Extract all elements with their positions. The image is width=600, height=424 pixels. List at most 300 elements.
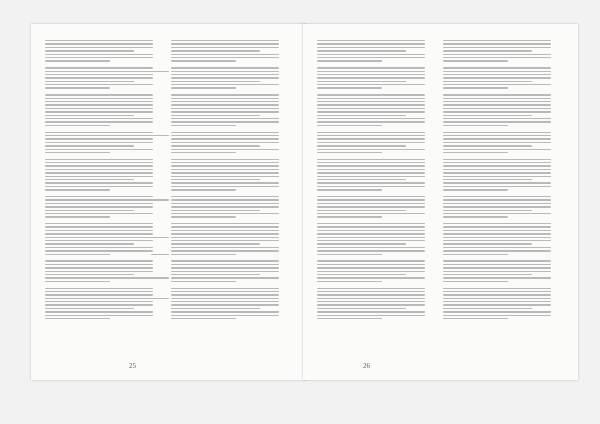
amount-line: [151, 128, 169, 129]
text-line: [443, 67, 551, 68]
amount-line: [151, 230, 169, 231]
text-line: [171, 264, 279, 265]
text-line: [171, 149, 279, 150]
text-line: [171, 87, 236, 88]
text-line: [171, 145, 260, 146]
amount-line: [151, 98, 169, 99]
text-line: [443, 74, 551, 75]
text-line: [317, 203, 425, 204]
text-line: [443, 311, 551, 312]
text-line: [443, 47, 551, 48]
text-line: [443, 159, 551, 160]
text-line: [171, 277, 279, 278]
text-line: [317, 74, 425, 75]
amount-line: [151, 318, 169, 319]
text-line: [45, 199, 153, 200]
amount-line: [151, 149, 169, 150]
text-line: [171, 199, 279, 200]
text-line: [317, 291, 425, 292]
text-line: [443, 237, 551, 238]
text-line: [171, 159, 279, 160]
text-line: [171, 118, 279, 119]
amount-line: [151, 115, 169, 116]
text-line: [317, 196, 425, 197]
text-line: [45, 196, 153, 197]
text-line: [171, 260, 279, 261]
text-line: [171, 291, 279, 292]
text-line: [443, 111, 551, 112]
text-line: [45, 237, 153, 238]
text-line: [443, 294, 551, 295]
text-line: [317, 277, 425, 278]
text-line: [45, 294, 153, 295]
text-line: [317, 226, 425, 227]
amount-line: [151, 220, 169, 221]
text-line: [45, 220, 153, 221]
text-line: [443, 54, 551, 55]
text-line: [317, 165, 425, 166]
amount-line: [151, 101, 169, 102]
text-line: [45, 172, 153, 173]
text-line: [171, 220, 279, 221]
text-line: [443, 291, 551, 292]
text-line: [443, 145, 532, 146]
text-line: [317, 142, 425, 143]
text-line: [443, 77, 551, 78]
text-line: [45, 267, 153, 268]
text-line: [443, 91, 551, 92]
text-line: [171, 284, 279, 285]
left-page-column-1: [45, 40, 153, 325]
text-line: [443, 125, 508, 126]
text-line: [45, 311, 153, 312]
text-line: [317, 315, 425, 316]
text-line: [317, 138, 425, 139]
amount-line: [151, 203, 169, 204]
text-line: [443, 98, 551, 99]
text-line: [317, 176, 425, 177]
text-line: [443, 138, 551, 139]
text-line: [443, 152, 508, 153]
amount-line: [151, 277, 169, 278]
amount-line: [151, 145, 169, 146]
text-line: [443, 40, 551, 41]
text-line: [317, 115, 406, 116]
text-line: [443, 108, 551, 109]
text-line: [317, 294, 425, 295]
text-line: [317, 111, 425, 112]
text-line: [45, 315, 153, 316]
text-line: [45, 233, 153, 234]
text-line: [171, 254, 236, 255]
text-line: [45, 223, 153, 224]
text-line: [443, 87, 508, 88]
text-line: [317, 135, 425, 136]
text-line: [317, 304, 425, 305]
text-line: [317, 240, 425, 241]
text-line: [317, 118, 425, 119]
text-line: [45, 57, 153, 58]
text-line: [443, 216, 508, 217]
amount-line: [151, 81, 169, 82]
text-line: [171, 152, 236, 153]
text-line: [317, 132, 425, 133]
text-line: [171, 203, 279, 204]
text-line: [443, 247, 551, 248]
text-line: [171, 108, 279, 109]
text-line: [171, 128, 279, 129]
text-line: [317, 91, 425, 92]
text-line: [317, 223, 425, 224]
text-line: [443, 189, 508, 190]
text-line: [443, 162, 551, 163]
amount-line: [151, 243, 169, 244]
text-line: [171, 47, 279, 48]
amount-line: [151, 57, 169, 58]
text-line: [45, 304, 153, 305]
text-line: [45, 43, 153, 44]
text-line: [443, 308, 532, 309]
text-line: [45, 98, 153, 99]
amount-line: [151, 186, 169, 187]
text-line: [45, 264, 153, 265]
amount-line: [151, 311, 169, 312]
text-line: [45, 189, 110, 190]
text-line: [171, 267, 279, 268]
text-line: [317, 101, 425, 102]
text-line: [443, 321, 551, 322]
amount-line: [151, 50, 169, 51]
text-line: [443, 284, 551, 285]
amount-line: [151, 162, 169, 163]
text-line: [317, 98, 425, 99]
text-line: [45, 281, 110, 282]
text-line: [443, 304, 551, 305]
text-line: [443, 301, 551, 302]
text-line: [45, 298, 153, 299]
amount-line: [151, 240, 169, 241]
text-line: [171, 223, 279, 224]
text-line: [443, 64, 551, 65]
text-line: [45, 118, 153, 119]
amount-line: [151, 206, 169, 207]
text-line: [443, 176, 551, 177]
text-line: [45, 125, 110, 126]
text-line: [45, 213, 153, 214]
text-line: [171, 162, 279, 163]
text-line: [171, 318, 236, 319]
text-line: [45, 250, 153, 251]
text-line: [45, 277, 153, 278]
text-line: [45, 179, 134, 180]
text-line: [317, 281, 382, 282]
text-line: [45, 104, 153, 105]
right-page: [303, 24, 578, 380]
text-line: [443, 199, 551, 200]
text-line: [317, 284, 425, 285]
text-line: [443, 84, 551, 85]
text-line: [171, 172, 279, 173]
text-line: [171, 43, 279, 44]
text-line: [443, 203, 551, 204]
amount-line: [151, 250, 169, 251]
text-line: [45, 186, 153, 187]
text-line: [45, 271, 153, 272]
text-line: [171, 213, 279, 214]
text-line: [45, 91, 153, 92]
text-line: [45, 77, 153, 78]
text-line: [443, 71, 551, 72]
text-line: [45, 182, 153, 183]
text-line: [171, 247, 279, 248]
text-line: [317, 81, 406, 82]
amount-line: [151, 301, 169, 302]
text-line: [317, 311, 425, 312]
text-line: [171, 64, 279, 65]
amount-line: [151, 308, 169, 309]
amount-line: [151, 288, 169, 289]
amount-line: [151, 54, 169, 55]
text-line: [171, 304, 279, 305]
text-line: [171, 74, 279, 75]
amount-line: [151, 247, 169, 248]
text-line: [443, 57, 551, 58]
amount-line: [151, 182, 169, 183]
text-line: [317, 104, 425, 105]
text-line: [171, 237, 279, 238]
text-line: [443, 281, 508, 282]
text-line: [317, 155, 425, 156]
text-line: [443, 243, 532, 244]
amount-line: [151, 199, 169, 200]
text-line: [45, 308, 134, 309]
text-line: [45, 155, 153, 156]
text-line: [443, 81, 532, 82]
text-line: [317, 250, 425, 251]
text-line: [45, 291, 153, 292]
text-line: [45, 318, 110, 319]
text-line: [171, 57, 279, 58]
text-line: [317, 169, 425, 170]
text-line: [171, 40, 279, 41]
text-line: [45, 54, 153, 55]
text-line: [171, 135, 279, 136]
text-line: [45, 257, 153, 258]
text-line: [317, 216, 382, 217]
text-line: [171, 104, 279, 105]
right-page-number: 26: [363, 362, 370, 370]
text-line: [171, 216, 236, 217]
text-line: [171, 138, 279, 139]
text-line: [45, 145, 134, 146]
amount-line: [151, 298, 169, 299]
text-line: [171, 315, 279, 316]
amount-line: [151, 294, 169, 295]
text-line: [317, 260, 425, 261]
amount-line: [151, 132, 169, 133]
amount-line: [151, 121, 169, 122]
text-line: [317, 271, 425, 272]
text-line: [317, 247, 425, 248]
right-page-column-1: [317, 40, 425, 325]
left-page-column-2: [171, 40, 279, 325]
amount-line: [151, 254, 169, 255]
text-line: [45, 121, 153, 122]
amount-line: [151, 321, 169, 322]
text-line: [45, 111, 153, 112]
text-line: [171, 321, 279, 322]
text-line: [317, 87, 382, 88]
amount-line: [151, 226, 169, 227]
text-line: [171, 210, 260, 211]
amount-line: [151, 74, 169, 75]
text-line: [171, 193, 279, 194]
text-line: [317, 193, 425, 194]
text-line: [171, 50, 260, 51]
text-line: [317, 77, 425, 78]
text-line: [317, 125, 382, 126]
text-line: [45, 74, 153, 75]
text-line: [45, 50, 134, 51]
text-line: [45, 128, 153, 129]
text-line: [317, 162, 425, 163]
text-line: [317, 50, 406, 51]
text-line: [45, 135, 153, 136]
text-line: [45, 142, 153, 143]
text-line: [45, 132, 153, 133]
text-line: [171, 132, 279, 133]
text-line: [443, 149, 551, 150]
amount-line: [151, 104, 169, 105]
amount-line: [151, 118, 169, 119]
text-line: [171, 67, 279, 68]
text-line: [171, 121, 279, 122]
text-line: [443, 193, 551, 194]
text-line: [317, 199, 425, 200]
text-line: [317, 54, 425, 55]
amount-line: [151, 87, 169, 88]
text-line: [45, 40, 153, 41]
text-line: [45, 247, 153, 248]
amount-line: [151, 77, 169, 78]
amount-line: [151, 267, 169, 268]
amount-line: [151, 281, 169, 282]
text-line: [171, 243, 260, 244]
left-page-amount-column: [151, 40, 169, 325]
text-line: [171, 71, 279, 72]
text-line: [45, 162, 153, 163]
amount-line: [151, 47, 169, 48]
text-line: [317, 84, 425, 85]
amount-line: [151, 257, 169, 258]
text-line: [45, 193, 153, 194]
text-line: [317, 274, 406, 275]
text-line: [45, 138, 153, 139]
text-line: [443, 182, 551, 183]
text-line: [317, 321, 425, 322]
text-line: [443, 60, 508, 61]
text-line: [171, 111, 279, 112]
text-line: [317, 237, 425, 238]
amount-line: [151, 176, 169, 177]
text-line: [45, 115, 134, 116]
amount-line: [151, 213, 169, 214]
text-line: [443, 186, 551, 187]
amount-line: [151, 152, 169, 153]
text-line: [317, 108, 425, 109]
amount-line: [151, 291, 169, 292]
text-line: [171, 169, 279, 170]
text-line: [443, 277, 551, 278]
text-line: [317, 189, 382, 190]
amount-line: [151, 196, 169, 197]
text-line: [443, 142, 551, 143]
text-line: [317, 43, 425, 44]
text-line: [317, 186, 425, 187]
text-line: [443, 226, 551, 227]
text-line: [317, 172, 425, 173]
text-line: [45, 64, 153, 65]
text-line: [317, 230, 425, 231]
amount-line: [151, 237, 169, 238]
text-line: [317, 254, 382, 255]
text-line: [317, 179, 406, 180]
amount-line: [151, 172, 169, 173]
amount-line: [151, 274, 169, 275]
text-line: [45, 321, 153, 322]
text-line: [317, 149, 425, 150]
amount-line: [151, 71, 169, 72]
text-line: [45, 203, 153, 204]
text-line: [171, 182, 279, 183]
text-line: [443, 254, 508, 255]
amount-line: [151, 125, 169, 126]
amount-line: [151, 108, 169, 109]
amount-line: [151, 142, 169, 143]
text-line: [443, 104, 551, 105]
text-line: [317, 288, 425, 289]
text-line: [443, 206, 551, 207]
text-line: [317, 182, 425, 183]
text-line: [45, 210, 134, 211]
text-line: [317, 257, 425, 258]
text-line: [443, 115, 532, 116]
text-line: [317, 121, 425, 122]
text-line: [45, 243, 134, 244]
text-line: [443, 240, 551, 241]
text-line: [45, 71, 153, 72]
text-line: [171, 115, 260, 116]
text-line: [45, 152, 110, 153]
text-line: [443, 50, 532, 51]
text-line: [443, 101, 551, 102]
text-line: [171, 301, 279, 302]
text-line: [317, 318, 382, 319]
text-line: [317, 60, 382, 61]
text-line: [317, 301, 425, 302]
text-line: [171, 308, 260, 309]
text-line: [317, 94, 425, 95]
text-line: [171, 77, 279, 78]
text-line: [443, 220, 551, 221]
amount-line: [151, 264, 169, 265]
text-line: [45, 274, 134, 275]
amount-line: [151, 43, 169, 44]
text-line: [171, 165, 279, 166]
text-line: [317, 206, 425, 207]
text-line: [171, 84, 279, 85]
text-line: [317, 152, 382, 153]
